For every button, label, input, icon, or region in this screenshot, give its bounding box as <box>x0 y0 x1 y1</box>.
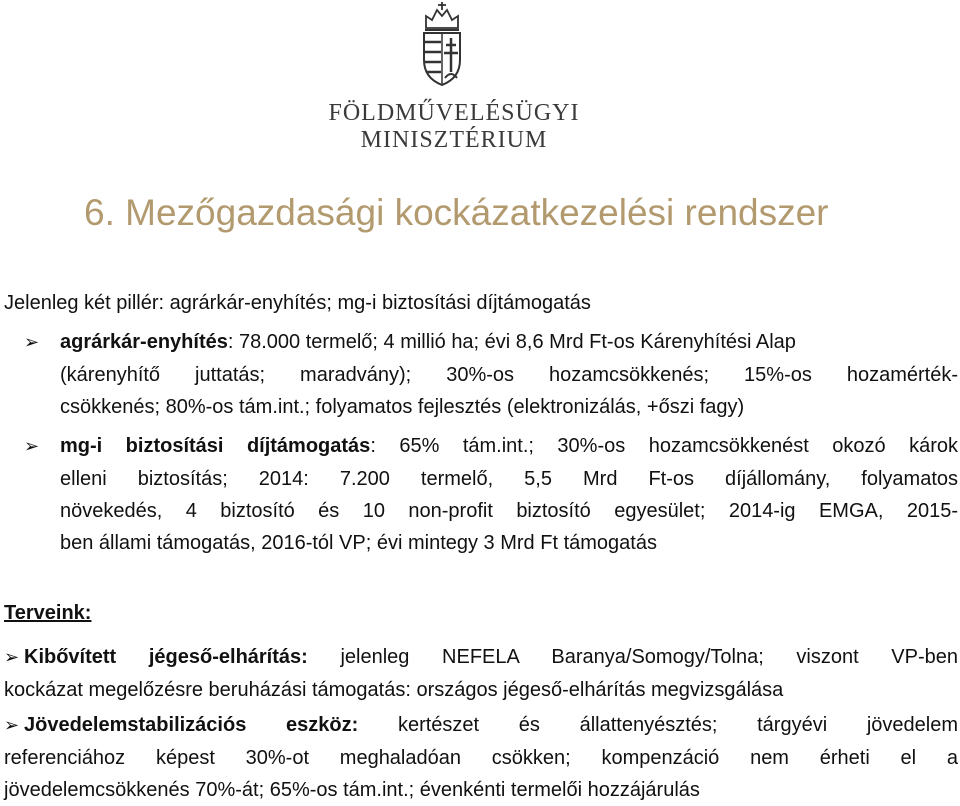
bullet-text: csökkenés; 80%-os tám.int.; folyamatos fejlesztés (elektronizálás, +őszi fagy) <box>60 396 745 418</box>
plan-jovedelem <box>4 709 958 806</box>
bullet-agrarkar <box>24 326 958 423</box>
plan-label: Jövedelemstabilizációs eszköz: <box>24 714 359 736</box>
bullet-label: mg-i biztosítási díjtámogatás <box>60 435 371 457</box>
plan-text: kertészet és állattenyésztés; tárgyévi jövedelem <box>358 714 958 736</box>
plans-heading: Terveink: <box>4 602 92 624</box>
plan-label: Kibővített jégeső-elhárítás: <box>24 646 308 668</box>
bullet-text: ben állami támogatás, 2016-tól VP; évi mintegy 3 Mrd Ft támogatás <box>60 532 657 554</box>
bullet-label: agrárkár-enyhítés <box>60 331 228 353</box>
arrowhead-bullet-icon: ➢ <box>4 715 20 736</box>
plan-text: kockázat megelőzésre beruházási támogatás: országos jégeső-elhárítás megvizsgálása <box>4 679 784 701</box>
ministry-logo <box>0 0 960 160</box>
plan-text: jelenleg NEFELA Baranya/Somogy/Tolna; viszont VP-ben <box>307 646 958 668</box>
bullet-text: növekedés, 4 biztosító és 10 non-profit biztosító egyesület; 2014-ig EMGA, 2015- <box>60 500 958 522</box>
plan-text: jövedelemcsökkenés 70%-át; 65%-os tám.int.; évenkénti termelői hozzájárulás <box>4 779 700 801</box>
ministry-name-line1: FÖLDMŰVELÉSÜGYI <box>328 100 580 126</box>
intro-text: Jelenleg két pillér: agrárkár-enyhítés; mg-i biztosítási díjtámogatás <box>4 292 591 314</box>
page-title: 6. Mezőgazdasági kockázatkezelési rendszer <box>84 192 829 233</box>
bullet-text: elleni biztosítás; 2014: 7.200 termelő, 5,5 Mrd Ft-os díjállomány, folyamatos <box>60 468 958 490</box>
bullet-text: : 65% tám.int.; 30%-os hozamcsökkenést okozó károk <box>370 435 958 457</box>
bullet-biztositas <box>24 430 958 559</box>
plan-jegeso <box>4 641 958 706</box>
arrowhead-bullet-icon: ➢ <box>24 436 40 457</box>
ministry-name-line2: MINISZTÉRIUM <box>360 127 548 153</box>
plan-text: referenciához képest 30%-ot meghaladóan csökken; kompenzáció nem érheti el a <box>4 747 958 769</box>
arrowhead-bullet-icon: ➢ <box>4 647 20 668</box>
bullet-text: (kárenyhítő juttatás; maradvány); 30%-os hozamcsökkenés; 15%-os hozamérték- <box>60 364 958 386</box>
arrowhead-bullet-icon: ➢ <box>24 332 40 353</box>
coat-of-arms-icon <box>420 2 464 86</box>
bullet-text: : 78.000 termelő; 4 millió ha; évi 8,6 Mrd Ft-os Kárenyhítési Alap <box>227 331 796 353</box>
